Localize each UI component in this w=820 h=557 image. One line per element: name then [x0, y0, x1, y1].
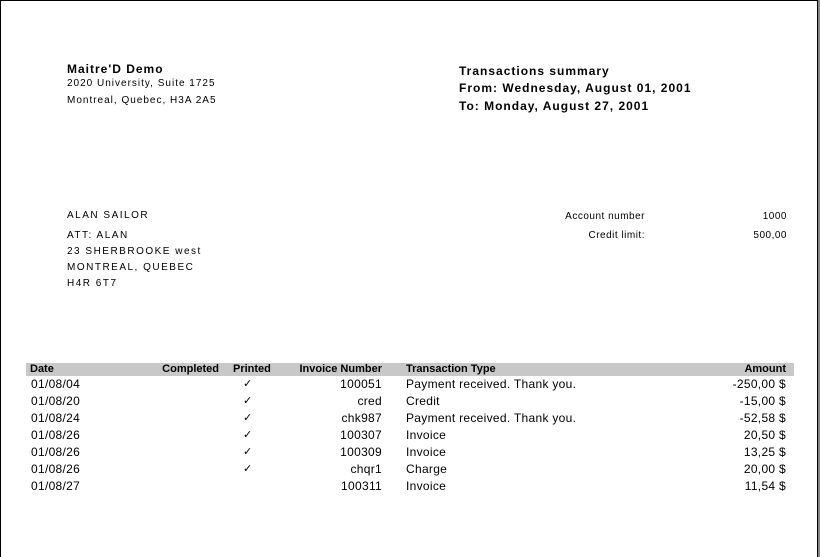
table-row [26, 393, 794, 410]
cell-invoice-number: cred [357, 394, 382, 408]
cell-amount: 11,54 $ [744, 479, 786, 493]
check-icon: ✓ [243, 446, 253, 458]
table-row [26, 444, 794, 461]
cell-amount: 13,25 $ [743, 445, 786, 459]
header-printed: Printed [233, 363, 271, 375]
table-row [26, 461, 794, 478]
cell-invoice-number: chqr1 [350, 462, 382, 476]
cell-invoice-number: 100309 [340, 445, 382, 459]
report-title: Transactions summary [459, 64, 610, 78]
check-icon: ✓ [243, 412, 253, 424]
cell-transaction-type: Invoice [406, 445, 447, 459]
company-address-line2: Montreal, Quebec, H3A 2A5 [67, 95, 217, 106]
cell-invoice-number: 100307 [340, 428, 382, 442]
customer-street: 23 SHERBROOKE west [67, 246, 202, 257]
header-transaction-type: Transaction Type [406, 363, 496, 375]
company-address-line1: 2020 University, Suite 1725 [67, 78, 216, 89]
account-number-label: Account number [565, 211, 645, 222]
cell-invoice-number: 100051 [340, 377, 382, 391]
cell-date: 01/08/20 [31, 394, 81, 408]
cell-transaction-type: Payment received. Thank you. [406, 411, 577, 425]
customer-name: ALAN SAILOR [67, 210, 150, 221]
check-icon: ✓ [243, 395, 253, 407]
customer-postal-code: H4R 6T7 [67, 278, 118, 289]
cell-transaction-type: Invoice [406, 479, 447, 493]
header-completed: Completed [162, 363, 219, 375]
cell-date: 01/08/27 [31, 479, 81, 493]
table-row [26, 427, 794, 444]
credit-limit-label: Credit limit: [588, 230, 645, 241]
cell-date: 01/08/26 [31, 445, 81, 459]
header-date: Date [30, 363, 54, 375]
cell-date: 01/08/26 [31, 428, 81, 442]
header-amount: Amount [744, 363, 786, 375]
cell-amount: -52,58 $ [739, 411, 786, 425]
cell-transaction-type: Credit [406, 394, 440, 408]
cell-transaction-type: Charge [406, 462, 448, 476]
cell-date: 01/08/26 [31, 462, 81, 476]
cell-invoice-number: 100311 [341, 479, 382, 493]
table-row [26, 410, 794, 427]
cell-transaction-type: Invoice [406, 428, 447, 442]
cell-date: 01/08/24 [31, 411, 81, 425]
check-icon: ✓ [243, 378, 253, 390]
cell-amount: -250,00 $ [732, 377, 786, 391]
table-row [26, 376, 794, 393]
table-row [26, 478, 794, 495]
cell-amount: -15,00 $ [739, 394, 786, 408]
date-range-to: To: Monday, August 27, 2001 [459, 99, 650, 113]
check-icon: ✓ [243, 463, 253, 475]
customer-attention: ATT: ALAN [67, 230, 129, 241]
cell-transaction-type: Payment received. Thank you. [406, 377, 577, 391]
cell-amount: 20,50 $ [743, 428, 786, 442]
credit-limit-value: 500,00 [753, 230, 787, 241]
transactions-table-header [26, 363, 794, 376]
cell-date: 01/08/04 [31, 377, 81, 391]
cell-amount: 20,00 $ [743, 462, 786, 476]
date-range-from: From: Wednesday, August 01, 2001 [459, 81, 692, 95]
cell-invoice-number: chk987 [341, 411, 382, 425]
company-name: Maitre'D Demo [67, 62, 164, 76]
account-number-value: 1000 [762, 211, 787, 222]
customer-city: MONTREAL, QUEBEC [67, 262, 195, 273]
check-icon: ✓ [243, 429, 253, 441]
header-invoice-number: Invoice Number [299, 363, 382, 375]
